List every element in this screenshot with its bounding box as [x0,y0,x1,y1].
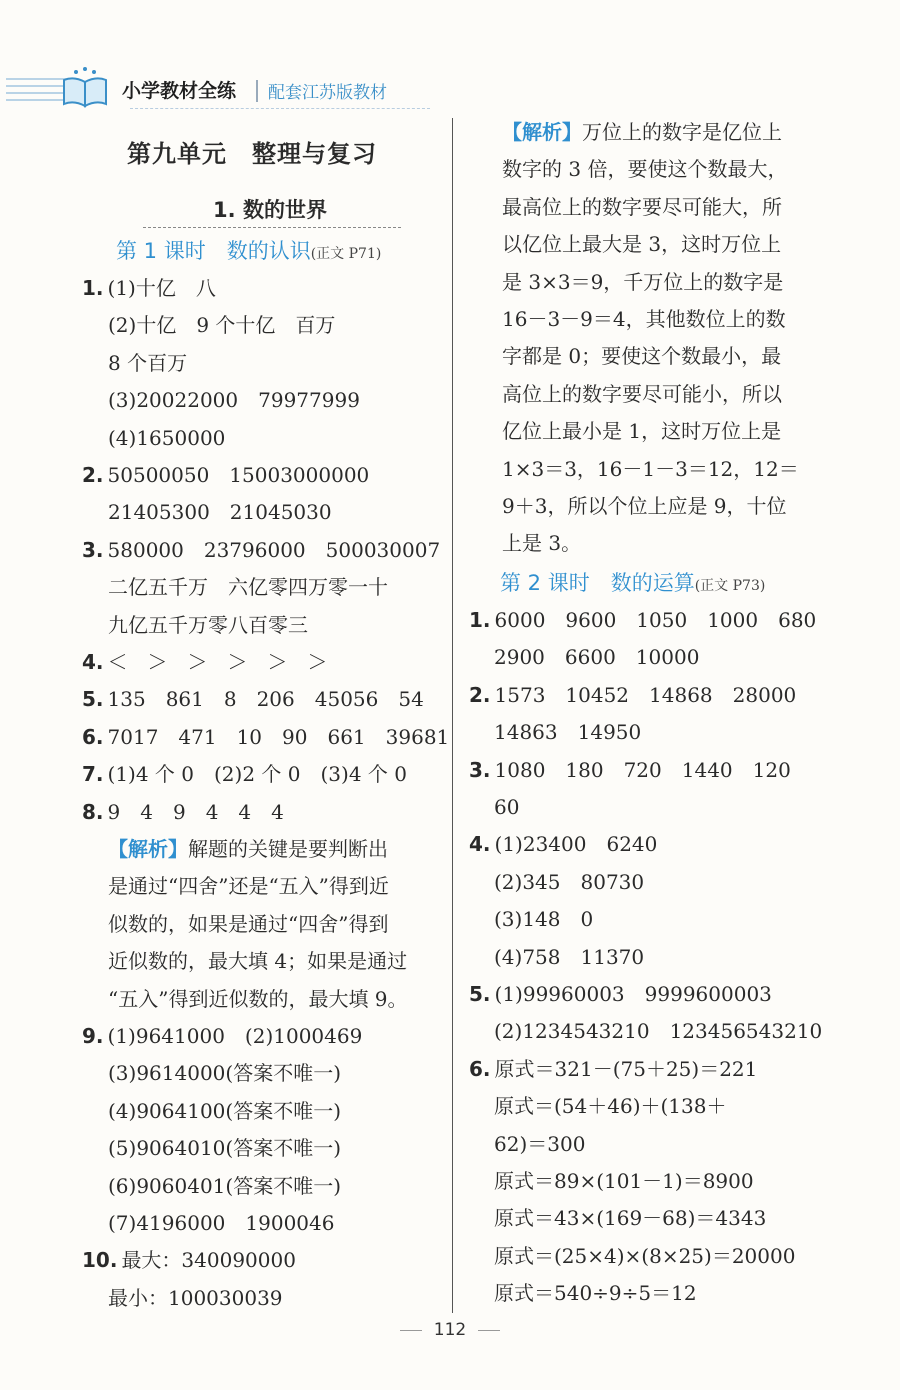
question-number: 2. [469,682,491,707]
answer-text: 9＋3，所以个位上应是 9，十位 [502,494,787,518]
answer-text: 九亿五千万零八百零三 [108,612,308,637]
question-number: 3. [82,537,104,562]
question-number: 5. [82,687,104,712]
answer-line [108,494,332,530]
answer-text: 原式＝540÷9÷5＝12 [494,1281,697,1306]
answer-text: (1)99960003 9999600003 [494,982,772,1006]
answer-line [82,756,407,792]
answer-text: (3)9614000(答案不唯一) [108,1061,342,1086]
answer-text: 解题的关键是要判断出 [188,837,388,861]
analysis-line [502,376,782,412]
analysis-line [502,264,783,300]
question-number: 2. [82,463,104,487]
answer-line [494,1275,697,1311]
answer-text: 近似数的，最大填 4；如果是通过 [108,949,408,974]
footer-dash-left [400,1330,422,1331]
answer-text: 原式＝89×(101－1)＝8900 [494,1169,754,1193]
answer-line [82,270,216,306]
analysis-line [502,451,799,487]
analysis-line [502,525,581,561]
answer-text: 原式＝43×(169－68)＝4343 [494,1206,767,1231]
answer-text: 原式＝321－(75＋25)＝221 [494,1056,758,1081]
lesson-2-heading-label: 第 2 课时 数的运算 [500,571,695,595]
answer-text: (1)9641000 (2)1000469 [107,1024,363,1048]
question-number: 4. [469,832,491,857]
answer-text: 580000 23796000 500030007 [107,537,441,562]
answer-text: 以亿位上最大是 3，这时万位上 [502,232,782,257]
analysis-tag: 【解析】 [108,837,188,861]
answer-text: (4)758 11370 [494,944,645,969]
answer-text: (2)十亿 9 个十亿 百万 [108,313,336,338]
header-separator [256,80,258,102]
answer-line [494,1238,795,1274]
open-book-icon [60,66,110,110]
book-title: 小学教材全练 [122,80,237,102]
answer-line [469,1051,757,1087]
answer-text: 字都是 0；要使这个数最小，最 [502,344,782,369]
answer-text: 9 4 9 4 4 4 [107,799,284,824]
analysis-line [502,226,781,262]
answer-text: 7017 471 10 90 661 39681 [107,724,450,749]
answer-line [108,831,388,867]
book-subtitle: 配套江苏版教材 [268,83,387,103]
question-number: 8. [82,799,104,824]
answer-line [108,1130,341,1166]
answer-text: 16－3－9＝4，其他数位上的数 [502,307,786,331]
answer-line [82,719,449,755]
answer-line [82,457,369,493]
answer-text: 最高位上的数字要尽可能大，所 [502,194,782,219]
answer-line [108,1168,341,1204]
answer-line [469,826,657,862]
answer-text: 50500050 15003000000 [107,463,370,487]
answer-line [469,752,791,788]
answer-text: (7)4196000 1900046 [108,1211,335,1235]
answer-text: (1)十亿 八 [107,276,216,300]
lesson-1-heading-label: 第 1 课时 数的认识 [116,239,311,263]
answer-line [82,794,284,830]
answer-line [82,681,424,717]
answer-text: 8 个百万 [108,350,188,375]
analysis-line [502,488,787,524]
answer-line [494,864,644,900]
answer-text: 似数的，如果是通过“四舍”得到 [108,911,389,936]
answer-line [108,1205,334,1241]
question-number: 6. [82,724,104,749]
analysis-line [502,114,782,150]
answer-text: 1×3＝3，16－1－3＝12，12＝ [502,456,799,481]
answer-line [108,420,225,456]
answer-line [469,677,796,713]
answer-text: 14863 14950 [494,720,642,745]
answer-line [108,1093,341,1129]
analysis-line [502,151,787,187]
answer-text: 数字的 3 倍，要使这个数最大， [502,157,788,182]
answer-text: (5)9064010(答案不唯一) [108,1136,342,1161]
answer-line [494,1126,585,1162]
page-footer [0,1320,900,1340]
answer-line [494,939,644,975]
answer-text: (1)23400 6240 [494,832,658,857]
analysis-line [502,189,782,225]
answer-line [494,901,593,937]
question-number: 5. [469,982,491,1006]
answer-line [108,345,187,381]
lesson-1-heading [116,233,381,272]
answer-line [108,569,388,605]
answer-line [108,906,388,942]
answer-line [494,714,641,750]
answer-line [108,1055,341,1091]
answer-line [469,602,816,638]
page-header [0,62,900,118]
answer-line [494,1013,822,1049]
answer-text: 是 3×3＝9，千万位上的数字是 [502,269,784,294]
answer-line [469,976,772,1012]
answer-text: ＜ ＞ ＞ ＞ ＞ ＞ [107,650,328,674]
answer-text: 60 [494,795,520,819]
answer-text: 高位上的数字要尽可能小，所以 [502,381,782,406]
answer-line [494,1163,754,1199]
question-number: 10. [82,1248,118,1273]
answer-text: (3)148 0 [494,907,594,932]
answer-text: 原式＝(25×4)×(8×25)＝20000 [494,1243,796,1268]
answer-line [82,1018,362,1054]
answer-text: 62)＝300 [494,1131,586,1156]
section-title: 1. 数的世界 [213,198,327,222]
answer-text: 原式＝(54＋46)＋(138＋ [494,1094,727,1119]
analysis-line [502,301,786,337]
answer-text: (2)1234543210 123456543210 [494,1019,823,1044]
answer-text: 135 861 8 206 45056 54 [107,687,424,712]
answer-line [82,532,440,568]
header-dotted-rule [130,108,430,109]
question-number: 4. [82,650,104,674]
question-number: 1. [82,276,104,300]
answer-text: 21405300 21045030 [108,500,332,525]
answer-text: 亿位上最小是 1，这时万位上是 [502,419,782,444]
answer-text: (3)20022000 79977999 [108,388,360,413]
question-number: 9. [82,1024,104,1048]
answer-line [108,307,335,343]
unit-title: 第九单元 整理与复习 [127,139,377,168]
section-underline [143,227,401,228]
footer-dash-right [478,1330,500,1331]
lesson-2-heading [500,565,765,604]
answer-text: 上是 3。 [502,531,582,556]
answer-line [494,789,519,825]
answer-text: 1080 180 720 1440 120 [494,757,791,782]
answer-text: 6000 9600 1050 1000 680 [494,608,817,632]
answer-line [108,868,389,904]
answer-text: (4)9064100(答案不唯一) [108,1098,342,1123]
answer-text: 万位上的数字是亿位上 [582,120,782,144]
column-divider [452,118,453,1313]
answer-text: 最小：100030039 [108,1285,283,1310]
analysis-line [502,338,781,374]
question-number: 1. [469,608,491,632]
answer-line [494,1200,766,1236]
answer-text: (1)4 个 0 (2)2 个 0 (3)4 个 0 [107,762,407,787]
answer-text: 1573 10452 14868 28000 [494,682,797,707]
answer-line [108,943,407,979]
page-number: 112 [433,1320,467,1340]
answer-line [82,1242,296,1278]
answer-line [108,382,360,418]
answer-text: (6)9060401(答案不唯一) [108,1173,342,1198]
answer-line [108,607,308,643]
question-number: 6. [469,1056,491,1081]
answer-text: “五入”得到近似数的，最大填 9。 [108,986,408,1011]
answer-line [82,644,328,680]
answer-text: (4)1650000 [108,425,226,450]
answer-line [494,1088,726,1124]
lesson-1-heading-ref: (正文 P71) [310,246,382,262]
question-number: 3. [469,757,491,782]
question-number: 7. [82,762,104,787]
lesson-2-heading-ref: (正文 P73) [694,578,766,594]
answer-line [494,639,699,675]
answer-text: 是通过“四舍”还是“五入”得到近 [108,874,389,899]
answer-text: 2900 6600 10000 [494,645,700,670]
answer-text: (2)345 80730 [494,869,645,894]
answer-text: 最大：340090000 [121,1248,296,1273]
analysis-tag: 【解析】 [502,120,582,144]
analysis-line [502,413,781,449]
answer-line [108,981,408,1017]
answer-text: 二亿五千万 六亿零四万零一十 [108,575,388,600]
answer-line [108,1280,283,1316]
